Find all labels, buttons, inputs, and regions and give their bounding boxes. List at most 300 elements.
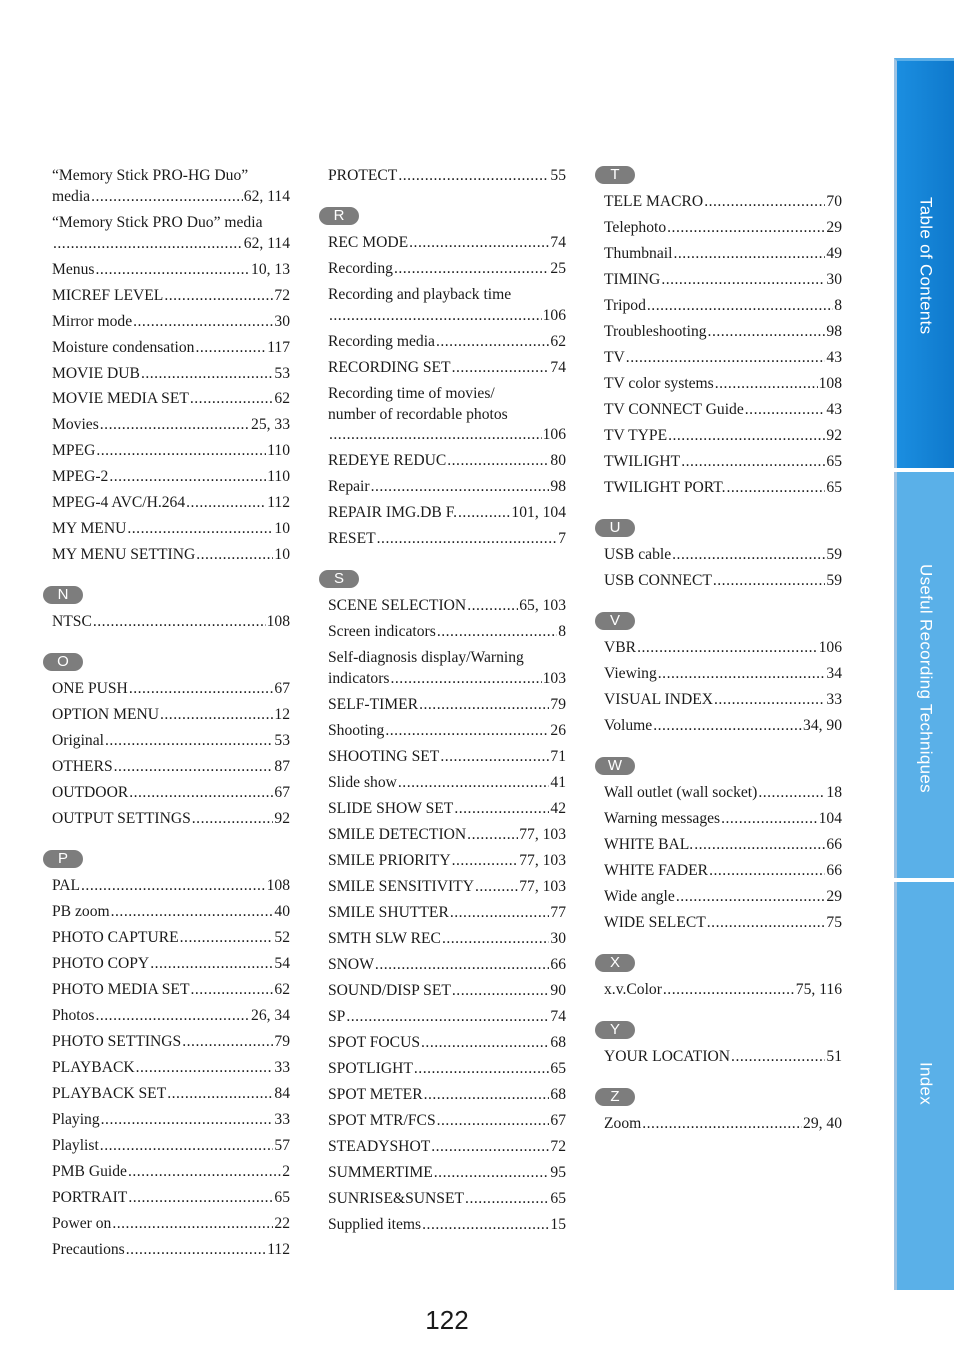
index-entry-line [52,1214,290,1235]
index-entry[interactable] [328,596,566,617]
dot-leader [465,1189,549,1210]
index-page-ref[interactable]: 10, 13 [251,260,290,278]
index-entry[interactable] [604,374,842,395]
index-page-ref[interactable]: 71 [550,747,566,765]
dot-leader [721,809,818,830]
index-page-ref[interactable]: 106 [542,306,566,324]
index-entry[interactable] [52,679,290,700]
dot-leader [422,1215,549,1236]
dot-leader [637,638,818,659]
index-page-ref[interactable]: 29 [826,887,842,905]
index-page-ref[interactable]: 104 [818,809,842,827]
index-page-ref[interactable]: 49 [826,244,842,262]
index-entry[interactable] [52,783,290,804]
index-page-ref[interactable]: 92 [274,810,290,828]
index-term: Playing [52,1111,100,1129]
index-page-ref[interactable]: 103 [542,669,566,687]
index-entry[interactable] [52,705,290,726]
index-entry-line [52,441,290,462]
index-term: “Memory Stick PRO Duo” media [52,213,263,231]
index-entry-line [328,1007,566,1028]
index-term: TV CONNECT Guide [604,400,744,418]
index-entry[interactable] [604,861,842,882]
index-page-ref[interactable]: 106 [818,638,842,656]
index-page-ref[interactable]: 84 [274,1085,290,1103]
index-term: Original [52,732,104,750]
index-entry[interactable] [52,364,290,385]
index-term: Recording and playback time [328,285,512,303]
index-entry-line [604,348,842,369]
index-entry[interactable] [604,664,842,685]
index-page-ref[interactable]: 68 [550,1085,566,1103]
index-term: “Memory Stick PRO-HG Duo” [52,167,249,184]
index-term: USB cable [604,545,672,563]
dot-leader [377,529,558,550]
index-entry[interactable] [328,721,566,742]
dot-leader [95,260,250,281]
index-page-ref[interactable]: 77 [550,903,566,921]
index-page-ref[interactable]: 2 [282,1163,290,1181]
index-page-ref[interactable]: 92 [826,426,842,444]
index-entry-line [604,664,842,685]
index-page-ref[interactable]: 8 [834,296,842,314]
index-entry[interactable] [52,809,290,830]
index-entry[interactable] [328,233,566,254]
index-page-ref[interactable]: 95 [550,1163,566,1181]
index-entry-line [604,690,842,711]
index-entry[interactable] [52,731,290,752]
index-letter-group [604,166,842,499]
index-entry[interactable] [328,332,566,353]
index-page-ref[interactable]: 53 [274,732,290,750]
index-page-ref[interactable]: 7 [558,530,566,548]
index-page-ref[interactable]: 25, 33 [251,416,290,434]
index-entry[interactable] [52,612,290,633]
index-term: WHITE FADER [604,861,709,879]
index-entry[interactable] [604,452,842,473]
tab-table-of-contents[interactable] [894,58,954,468]
dot-leader [329,306,542,327]
index-entry[interactable] [604,322,842,343]
index-entry[interactable] [604,218,842,239]
index-entry[interactable] [52,954,290,975]
index-page-ref[interactable]: 74 [550,233,566,251]
index-entry[interactable] [52,980,290,1001]
index-entry[interactable] [328,358,566,379]
index-page-ref[interactable]: 18 [826,783,842,801]
index-page-ref[interactable]: 10 [274,520,290,538]
index-entry[interactable] [328,1059,566,1080]
dot-leader [95,1006,250,1027]
dot-leader [190,389,274,410]
index-page-ref[interactable]: 43 [826,348,842,366]
index-entry[interactable] [52,1058,290,1079]
index-entry[interactable] [604,980,842,1001]
index-page-ref[interactable]: 8 [558,623,566,641]
dot-leader [375,955,549,976]
index-entry-line [604,244,842,265]
index-entry-line [52,286,290,307]
index-page-ref[interactable]: 117 [267,338,290,356]
index-entry[interactable] [52,1240,290,1261]
index-page-ref[interactable]: 29, 40 [803,1114,842,1132]
index-entry[interactable] [328,929,566,950]
index-page-ref[interactable]: 65 [826,478,842,496]
index-page-ref[interactable]: 108 [818,374,842,392]
index-entry[interactable] [604,716,842,737]
dot-leader [129,679,274,700]
index-term: NTSC [52,613,92,631]
index-entry[interactable] [328,529,566,550]
index-page-ref[interactable]: 77, 103 [519,851,566,869]
index-entry[interactable] [52,312,290,333]
index-page-ref[interactable]: 108 [266,877,290,895]
index-term: TV [604,348,625,366]
index-term: SMTH SLW REC [328,929,441,947]
index-page-ref[interactable]: 72 [550,1137,566,1155]
index-page-ref[interactable]: 54 [274,955,290,973]
index-entry[interactable] [328,955,566,976]
index-entry-line [328,477,566,498]
index-entry[interactable] [52,389,290,410]
index-entry-line [328,529,566,550]
index-entry-line [328,747,566,768]
index-entry[interactable] [328,1215,566,1236]
index-entry-line [604,861,842,882]
index-page-ref[interactable]: 26 [550,721,566,739]
index-page-ref[interactable]: 70 [826,193,842,210]
index-page-ref[interactable]: 51 [826,1047,842,1065]
index-page-ref[interactable]: 62 [550,332,566,350]
index-page-ref[interactable]: 75, 116 [795,980,842,998]
index-entry[interactable] [52,1162,290,1183]
tab-useful-recording-techniques[interactable] [894,472,954,878]
index-page-ref[interactable]: 110 [267,442,290,460]
index-entry[interactable] [604,545,842,566]
index-entry[interactable] [604,192,842,213]
index-term: Recording media [328,332,435,350]
dot-leader [452,851,519,872]
dot-leader [195,338,266,359]
index-term: PHOTO COPY [52,955,150,973]
index-entry[interactable] [604,400,842,421]
index-page-ref[interactable]: 74 [550,358,566,376]
index-entry-line [328,622,566,643]
index-entry-line [52,338,290,359]
index-entry-line [604,809,842,830]
index-term: SMILE PRIORITY [328,851,451,869]
index-letter-group [328,192,566,550]
index-entry[interactable] [328,1085,566,1106]
dot-leader [440,747,549,768]
index-entry[interactable] [52,213,290,255]
index-page-ref[interactable]: 33 [274,1111,290,1129]
index-page-ref[interactable]: 30 [550,929,566,947]
letter-badge: T [595,166,635,184]
index-entry[interactable] [328,1163,566,1184]
index-page-ref[interactable]: 65 [550,1059,566,1077]
index-entry-line [328,648,566,669]
index-page-ref[interactable]: 110 [267,468,290,486]
index-page-ref[interactable]: 87 [274,758,290,776]
index-entry[interactable] [52,1136,290,1157]
index-page-ref[interactable]: 30 [274,312,290,330]
index-page-ref[interactable]: 65, 103 [519,597,566,615]
index-page-ref[interactable]: 98 [550,478,566,496]
index-term: STEADYSHOT [328,1137,431,1155]
index-page-ref[interactable]: 55 [550,167,566,184]
index-page-ref[interactable]: 101, 104 [511,504,566,522]
dot-leader [467,825,518,846]
index-page-ref[interactable]: 106 [542,426,566,444]
index-entry[interactable] [52,902,290,923]
index-entry[interactable] [52,338,290,359]
index-page-ref[interactable]: 26, 34 [251,1007,290,1025]
index-entry[interactable] [52,928,290,949]
index-entry-line [52,234,290,255]
index-entry[interactable] [604,426,842,447]
index-page-ref[interactable]: 59 [826,571,842,589]
index-page-ref[interactable]: 30 [826,270,842,288]
index-term: Thumbnail [604,244,673,262]
index-entry-line [52,545,290,566]
index-entry[interactable] [52,1084,290,1105]
index-entry[interactable] [604,270,842,291]
index-entry-line [604,296,842,317]
index-page-ref[interactable]: 41 [550,773,566,791]
index-letter-group [52,571,290,633]
index-entry[interactable] [328,259,566,280]
index-term: REDEYE REDUC [328,452,447,470]
index-entry[interactable] [52,166,290,208]
index-page-ref[interactable]: 67 [274,680,290,698]
dot-leader [391,669,542,690]
index-page-ref[interactable]: 33 [274,1059,290,1077]
index-entry[interactable] [328,384,566,446]
index-entry[interactable] [328,747,566,768]
index-page-ref[interactable]: 65 [550,1189,566,1207]
dot-leader [681,452,825,473]
index-entry[interactable] [52,260,290,281]
index-page-ref[interactable]: 62, 114 [243,187,290,205]
index-entry[interactable] [604,638,842,659]
index-entry[interactable] [328,1137,566,1158]
index-page-ref[interactable]: 10 [274,546,290,564]
index-entry[interactable] [328,903,566,924]
index-term: indicators [328,669,390,687]
index-entry[interactable] [52,757,290,778]
index-letter-group [328,166,566,187]
index-term: VISUAL INDEX [604,690,713,708]
index-term: TIMING [604,270,661,288]
index-entry[interactable] [52,286,290,307]
index-entry[interactable] [52,1006,290,1027]
index-entry-line [328,669,566,690]
index-page-ref[interactable]: 33 [826,690,842,708]
dot-leader [437,622,557,643]
dot-leader [707,913,826,934]
index-page-ref[interactable]: 34 [826,664,842,682]
index-page-ref[interactable]: 59 [826,545,842,563]
index-term: SUMMERTIME [328,1163,433,1181]
index-term: SMILE SHUTTER [328,903,449,921]
index-entry[interactable] [328,1007,566,1028]
dot-leader [81,876,266,897]
index-page-ref[interactable]: 77, 103 [519,877,566,895]
dot-leader [442,929,549,950]
index-page-ref[interactable]: 67 [274,784,290,802]
index-page-ref[interactable]: 34, 90 [803,716,842,734]
index-entry[interactable] [328,1033,566,1054]
letter-badge: P [43,850,83,868]
index-page-ref[interactable]: 43 [826,400,842,418]
index-term: Power on [52,1215,112,1233]
index-entry[interactable] [604,809,842,830]
index-page-ref[interactable]: 108 [266,613,290,631]
dot-leader [141,364,273,385]
index-entry[interactable] [328,477,566,498]
index-entry[interactable] [328,695,566,716]
index-page-ref[interactable]: 98 [826,322,842,340]
index-entry[interactable] [328,799,566,820]
index-entry-line [52,876,290,897]
index-page-ref[interactable]: 72 [274,286,290,304]
index-entry-line [604,452,842,473]
index-page-ref[interactable]: 112 [267,1241,290,1259]
index-page-ref[interactable]: 77, 103 [519,825,566,843]
index-entry[interactable] [52,441,290,462]
index-entry[interactable] [52,519,290,540]
index-entry[interactable] [328,648,566,690]
index-entry[interactable] [52,876,290,897]
index-letter-group [604,1006,842,1068]
index-column-2 [328,166,566,1241]
index-entry[interactable] [604,690,842,711]
index-term: PAL [52,877,81,895]
dot-leader [167,1084,273,1105]
index-page-ref[interactable]: 79 [550,695,566,713]
index-term: Shooting [328,721,385,739]
index-page-ref[interactable]: 66 [826,861,842,879]
index-term: PMB Guide [52,1163,127,1181]
index-page-ref[interactable]: 25 [550,259,566,277]
index-entry[interactable] [52,1188,290,1209]
index-entry[interactable] [604,571,842,592]
index-entry[interactable] [328,825,566,846]
index-entry-line [52,213,290,234]
dot-leader [129,783,273,804]
index-term: WIDE SELECT [604,913,706,931]
index-entry[interactable] [604,1047,842,1068]
index-page-ref[interactable]: 67 [550,1111,566,1129]
index-page-ref[interactable]: 29 [826,218,842,236]
index-entry[interactable] [52,467,290,488]
index-entry[interactable] [328,851,566,872]
index-term: SOUND/DISP SET [328,981,451,999]
index-page-ref[interactable]: 52 [274,929,290,947]
letter-badge: V [595,612,635,630]
index-page-ref[interactable]: 90 [550,981,566,999]
index-entry[interactable] [52,1032,290,1053]
index-letter-group [604,1073,842,1135]
dot-leader [186,493,266,514]
index-entry[interactable] [52,415,290,436]
index-page-ref[interactable]: 62 [274,981,290,999]
index-entry[interactable] [328,622,566,643]
index-entry[interactable] [604,478,842,499]
index-entry[interactable] [328,503,566,524]
index-entry-line [328,1163,566,1184]
index-entry[interactable] [328,166,566,187]
index-entry[interactable] [604,296,842,317]
index-page-ref[interactable]: 75 [826,913,842,931]
index-entry[interactable] [52,1214,290,1235]
index-page-ref[interactable]: 68 [550,1033,566,1051]
index-page-ref[interactable]: 66 [826,835,842,853]
index-entry[interactable] [604,887,842,908]
index-entry[interactable] [52,1110,290,1131]
dot-leader [91,187,243,208]
index-entry[interactable] [328,877,566,898]
index-entry[interactable] [604,348,842,369]
index-entry[interactable] [328,1111,566,1132]
index-entry[interactable] [52,493,290,514]
index-entry-line [52,1110,290,1131]
index-term: PB zoom [52,903,110,921]
index-page-ref[interactable]: 40 [274,903,290,921]
index-page-ref[interactable]: 15 [550,1215,566,1233]
index-page-ref[interactable]: 22 [274,1215,290,1233]
index-page-ref[interactable]: 66 [550,955,566,973]
index-entry-line [52,166,290,187]
index-entry-line [328,721,566,742]
index-page-ref[interactable]: 53 [274,364,290,382]
index-page-ref[interactable]: 80 [550,452,566,470]
index-page-ref[interactable]: 74 [550,1007,566,1025]
index-entry-line [52,731,290,752]
index-entry[interactable] [328,773,566,794]
index-page-ref[interactable]: 79 [274,1033,290,1051]
index-entry[interactable] [328,285,566,327]
index-page-ref[interactable]: 62 [274,390,290,408]
index-entry-line [604,218,842,239]
index-term: number of recordable photos [328,405,508,423]
index-page-ref[interactable]: 65 [274,1189,290,1207]
index-term: Movies [52,416,99,434]
index-page-ref[interactable]: 12 [274,706,290,724]
index-page-ref[interactable]: 112 [267,494,290,512]
index-entry[interactable] [52,545,290,566]
index-entry[interactable] [604,1114,842,1135]
index-page-ref[interactable]: 62, 114 [243,234,290,252]
index-entry[interactable] [604,783,842,804]
dot-leader [419,695,549,716]
index-entry[interactable] [604,913,842,934]
dot-leader [661,270,825,291]
index-term: TWILIGHT PORT. [604,478,726,496]
index-entry[interactable] [328,981,566,1002]
index-entry[interactable] [328,451,566,472]
index-page-ref[interactable]: 65 [826,452,842,470]
dot-leader [626,348,826,369]
tab-index[interactable] [894,882,954,1290]
index-page-ref[interactable]: 42 [550,799,566,817]
index-page-ref[interactable]: 57 [274,1137,290,1155]
index-term: Supplied items [328,1215,422,1233]
index-entry[interactable] [604,835,842,856]
index-entry[interactable] [604,244,842,265]
index-entry[interactable] [328,1189,566,1210]
